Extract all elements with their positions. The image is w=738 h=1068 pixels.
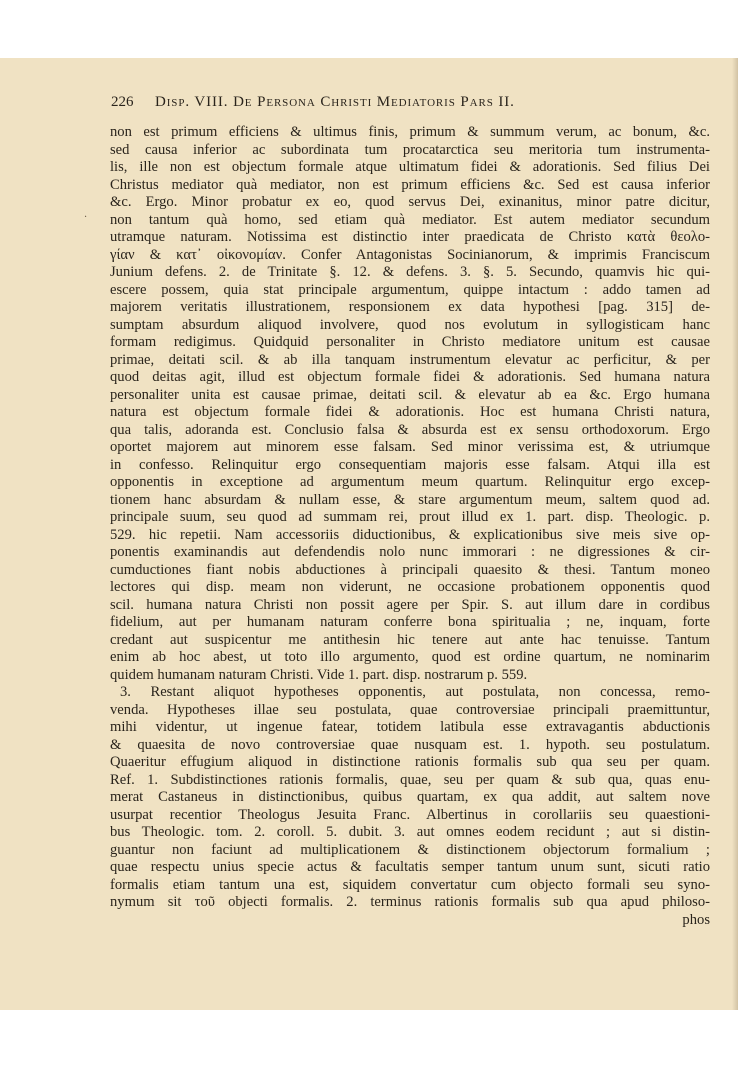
running-title: Disp. VIII. De Persona Christi Mediatoris Pars II. bbox=[155, 94, 515, 110]
text-line: credant aut suspicentur me antithesin hic tenere aut ante hac tenuisse. Tantum bbox=[110, 631, 710, 648]
text-line: oportet majorem aut minorem esse falsam. Sed minor verissima est, & utriumque bbox=[110, 439, 710, 455]
text-line: quae respectu unius specie actus & facultatis semper tantum unum sunt, sicuti ratio bbox=[110, 859, 710, 875]
text-line: γίαν & κατ᾽ οἰκονομίαν. Confer Antagonistas Socinianorum, & imprimis Franciscum bbox=[110, 246, 710, 263]
page-number: 226 bbox=[111, 94, 134, 110]
text-line: 529. hic repetii. Nam accessoriis diductionibus, & explicationibus sive meis sive op- bbox=[110, 526, 710, 543]
text-line: quod deitas agit, illud est objectum formale fidei & adorationis. Sed humana natura bbox=[110, 369, 710, 385]
margin-mark: · bbox=[84, 212, 88, 223]
text-line: formalis etiam tantum una est, siquidem convertatur cum objecto formali seu syno- bbox=[110, 876, 710, 893]
text-line: &c. Ergo. Minor probatur ex eo, quod servus Dei, exinanitus, minor patre dicitur, bbox=[110, 194, 710, 210]
text-line: mihi videntur, ut ingenue fatear, totidem latibula esse extravagantis abductionis bbox=[110, 719, 710, 735]
text-line: escere possem, quia stat principale argumentum, quippe intactum : addo tamen ad bbox=[110, 281, 710, 298]
text-line: Ref. 1. Subdistinctiones rationis formalis, quae, seu per quam & sub qua, quas enu- bbox=[110, 771, 710, 788]
text-line: & quaesita de novo controversiae quae nusquam est. 1. hypoth. seu postulatum. bbox=[110, 736, 710, 753]
text-line: quidem humanam naturam Christi. Vide 1. part. disp. nostrarum p. 559. bbox=[110, 666, 528, 683]
text-line: personaliter unita est causae primae, deitati scil. & elevatur ab ea &c. Ergo humana bbox=[110, 386, 710, 403]
text-line: nymum sit τοῦ objecti formalis. 2. terminus rationis formalis sub qua apud philoso- bbox=[110, 894, 710, 910]
text-line: sumptam absurdum aliquod involvere, quod nos evolutum in syllogisticam hanc bbox=[110, 316, 710, 333]
text-line: Quaeritur effugium aliquod in distinctione rationis formalis sub qua seu per quam. bbox=[110, 754, 710, 770]
text-line: enim ab hoc abest, ut toto illo argumento, quod est ordine quartum, ne nominarim bbox=[110, 649, 710, 665]
text-line: bus Theologic. tom. 2. coroll. 5. dubit. 3. aut omnes eodem recidunt ; aut si distin- bbox=[110, 824, 710, 840]
text-line: cumductiones fiant nobis abductiones à principali quaesito & thesi. Tantum moneo bbox=[110, 561, 710, 578]
text-line: primae, deitati scil. & ab illa tanquam instrumentum elevatur ac perficitur, & per bbox=[110, 351, 710, 368]
body-text bbox=[110, 124, 710, 929]
text-line: utramque naturam. Notissima est distinctio inter praedicata de Christo κατὰ θεολο- bbox=[110, 229, 710, 245]
text-line: opponentis in exceptione ad argumentum meum quartum. Relinquitur ergo excep- bbox=[110, 474, 710, 490]
text-line: tionem hanc absurdam & nullam esse, & stare argumentum meum, saltem quod ad. bbox=[110, 491, 710, 508]
running-header bbox=[111, 94, 711, 116]
text-line: ponentis examinandis aut defendendis nolo nunc immorari : ne digressiones & cir- bbox=[110, 544, 710, 560]
text-line: majorem veritatis illustrationem, responsionem ex data hypothesi [pag. 315] de- bbox=[110, 299, 710, 315]
text-line: Junium defens. 2. de Trinitate §. 12. & defens. 3. §. 5. Secundo, quamvis hic qui- bbox=[110, 264, 710, 280]
text-line: Christus mediator quà mediator, non est primum efficiens &c. Sed est causa inferior bbox=[110, 176, 710, 193]
text-line: scil. humana natura Christi non possit agere per Spir. S. aut illum dare in cordibus bbox=[110, 596, 710, 613]
text-line: formam redigimus. Quidquid personaliter in Christo mediatore unitum est causae bbox=[110, 334, 710, 350]
text-line: fidelium, aut per humanam naturam conferre bona spiritualia ; ne, inquam, forte bbox=[110, 614, 710, 630]
text-line: qua talis, adoranda est. Conclusio falsa & absurda est ex sensu orthodoxorum. Ergo bbox=[110, 421, 710, 438]
text-line: sed causa inferior ac subordinata tum procatarctica seu meritoria tum instrumenta- bbox=[110, 141, 710, 158]
page-edge bbox=[732, 58, 738, 1010]
text-line: venda. Hypotheses illae seu postulata, quae controversiae principali praemittuntur, bbox=[110, 701, 710, 718]
text-line: non est primum efficiens & ultimus finis, primum & summum verum, ac bonum, &c. bbox=[110, 124, 710, 140]
text-line: guantur non faciunt ad multiplicationem & distinctionem objectorum formalium ; bbox=[110, 841, 710, 858]
text-line: lis, ille non est objectum formale atque ultimatum fidei & adorationis. Sed filius Dei bbox=[110, 159, 710, 175]
text-line: usurpat recentior Theologus Jesuita Franc. Albertinus in corollariis seu quaestioni- bbox=[110, 806, 710, 823]
text-line: natura est objectum formale fidei & adorationis. Hoc est humana Christi natura, bbox=[110, 404, 710, 420]
text-line: 3. Restant aliquot hypotheses opponentis, aut postulata, non concessa, remo- bbox=[120, 684, 710, 700]
text-line: lectores qui disp. meam non viderunt, ne occasione probationem opponentis quod bbox=[110, 579, 710, 595]
text-line: merat Castaneus in distinctionibus, quibus quartam, ex qua addit, aut saltem nove bbox=[110, 789, 710, 805]
text-line: phos bbox=[682, 911, 710, 928]
text-line: non tantum quà homo, sed etiam quà mediator. Est autem mediator secundum bbox=[110, 211, 710, 228]
text-line: principale suum, seu quod ad summam rei, prout illud ex 1. part. disp. Theologic. p. bbox=[110, 509, 710, 525]
text-line: in confesso. Relinquitur ergo consequentiam majoris esse falsam. Atqui illa est bbox=[110, 456, 710, 473]
